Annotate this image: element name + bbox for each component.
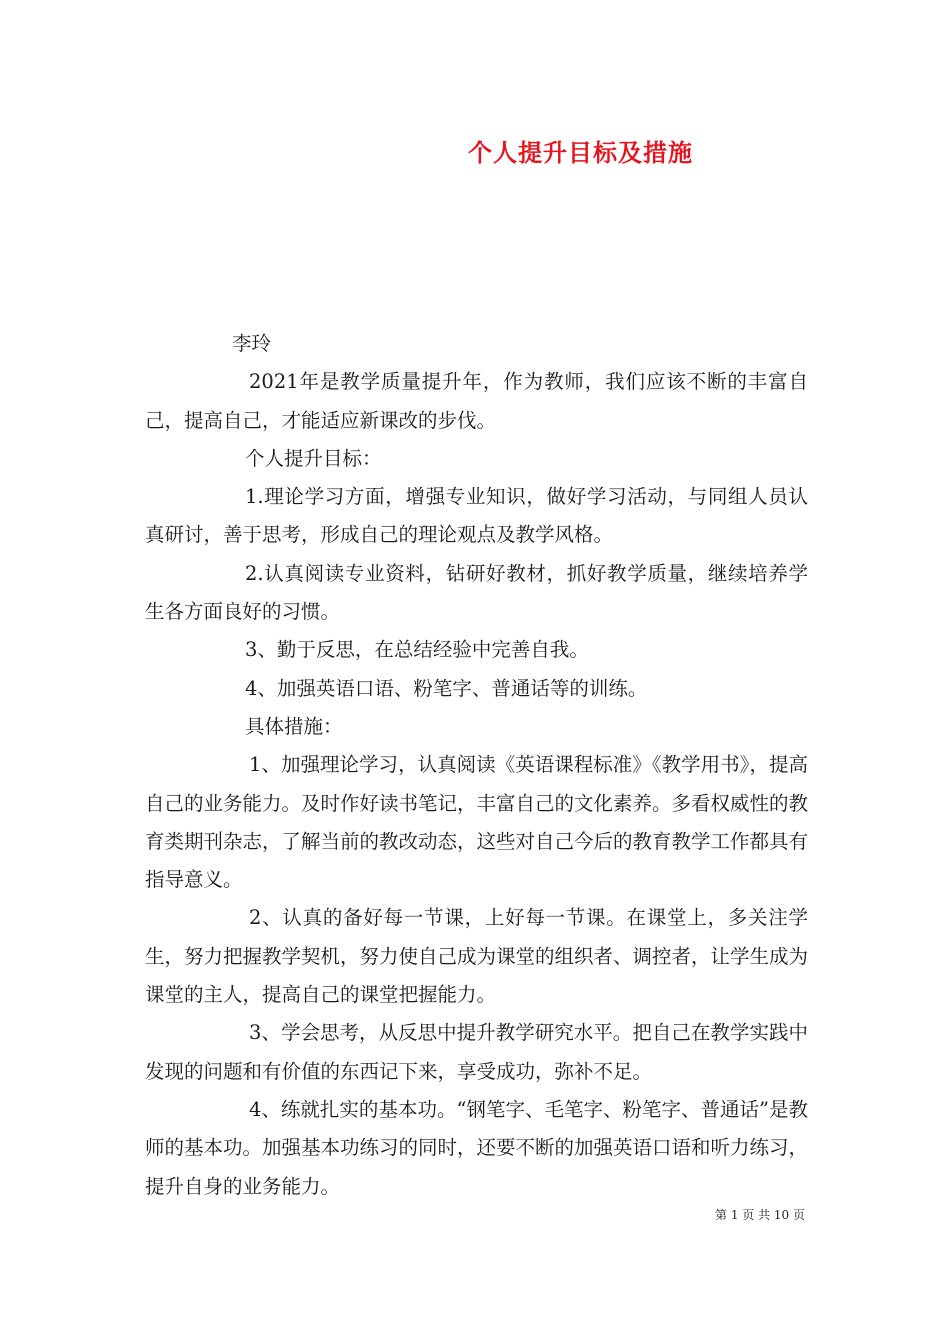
goal-item: 2.认真阅读专业资料，钻研好教材，抓好教学质量，继续培养学生各方面良好的习惯。	[145, 561, 808, 624]
measures-heading: 具体措施：	[245, 714, 343, 738]
document-body	[145, 325, 808, 1206]
goal-item: 4、加强英语口语、粉笔字、普通话等的训练。	[245, 676, 648, 700]
goals-heading: 个人提升目标：	[245, 446, 382, 470]
author-name: 李玲	[232, 332, 272, 355]
document-title: 个人提升目标及措施	[468, 138, 693, 167]
measure-item: 3、学会思考，从反思中提升教学研究水平。把自己在教学实践中发现的问题和有价值的东西记下来，享受成功，弥补不足。	[145, 1021, 808, 1083]
measure-item: 4、练就扎实的基本功。“钢笔字、毛笔字、粉笔字、普通话”是教师的基本功。加强基本功练习的同时，还要不断的加强英语口语和听力练习，提升自身的业务能力。	[145, 1097, 809, 1198]
measure-item: 2、认真的备好每一节课，上好每一节课。在课堂上，多关注学生，努力把握教学契机，努力使自己成为课堂的组织者、调控者，让学生成为课堂的主人，提高自己的课堂把握能力。	[145, 906, 809, 1007]
intro-paragraph: 2021年是教学质量提升年，作为教师，我们应该不断的丰富自己，提高自己，才能适应新课改的步伐。	[145, 370, 808, 432]
goal-item: 3、勤于反思，在总结经验中完善自我。	[245, 638, 589, 662]
page-number-footer: 第 1 页 共 10 页	[715, 1208, 805, 1222]
measure-item: 1、加强理论学习，认真阅读《英语课程标准》《教学用书》，提高自己的业务能力。及时作好读书笔记，丰富自己的文化素养。多看权威性的教育类期刊杂志，了解当前的教改动态，这些对自己今后的教育教学工作都具有指导意义。	[145, 753, 809, 892]
goal-item: 1.理论学习方面，增强专业知识，做好学习活动，与同组人员认真研讨，善于思考，形成自己的理论观点及教学风格。	[145, 485, 808, 547]
